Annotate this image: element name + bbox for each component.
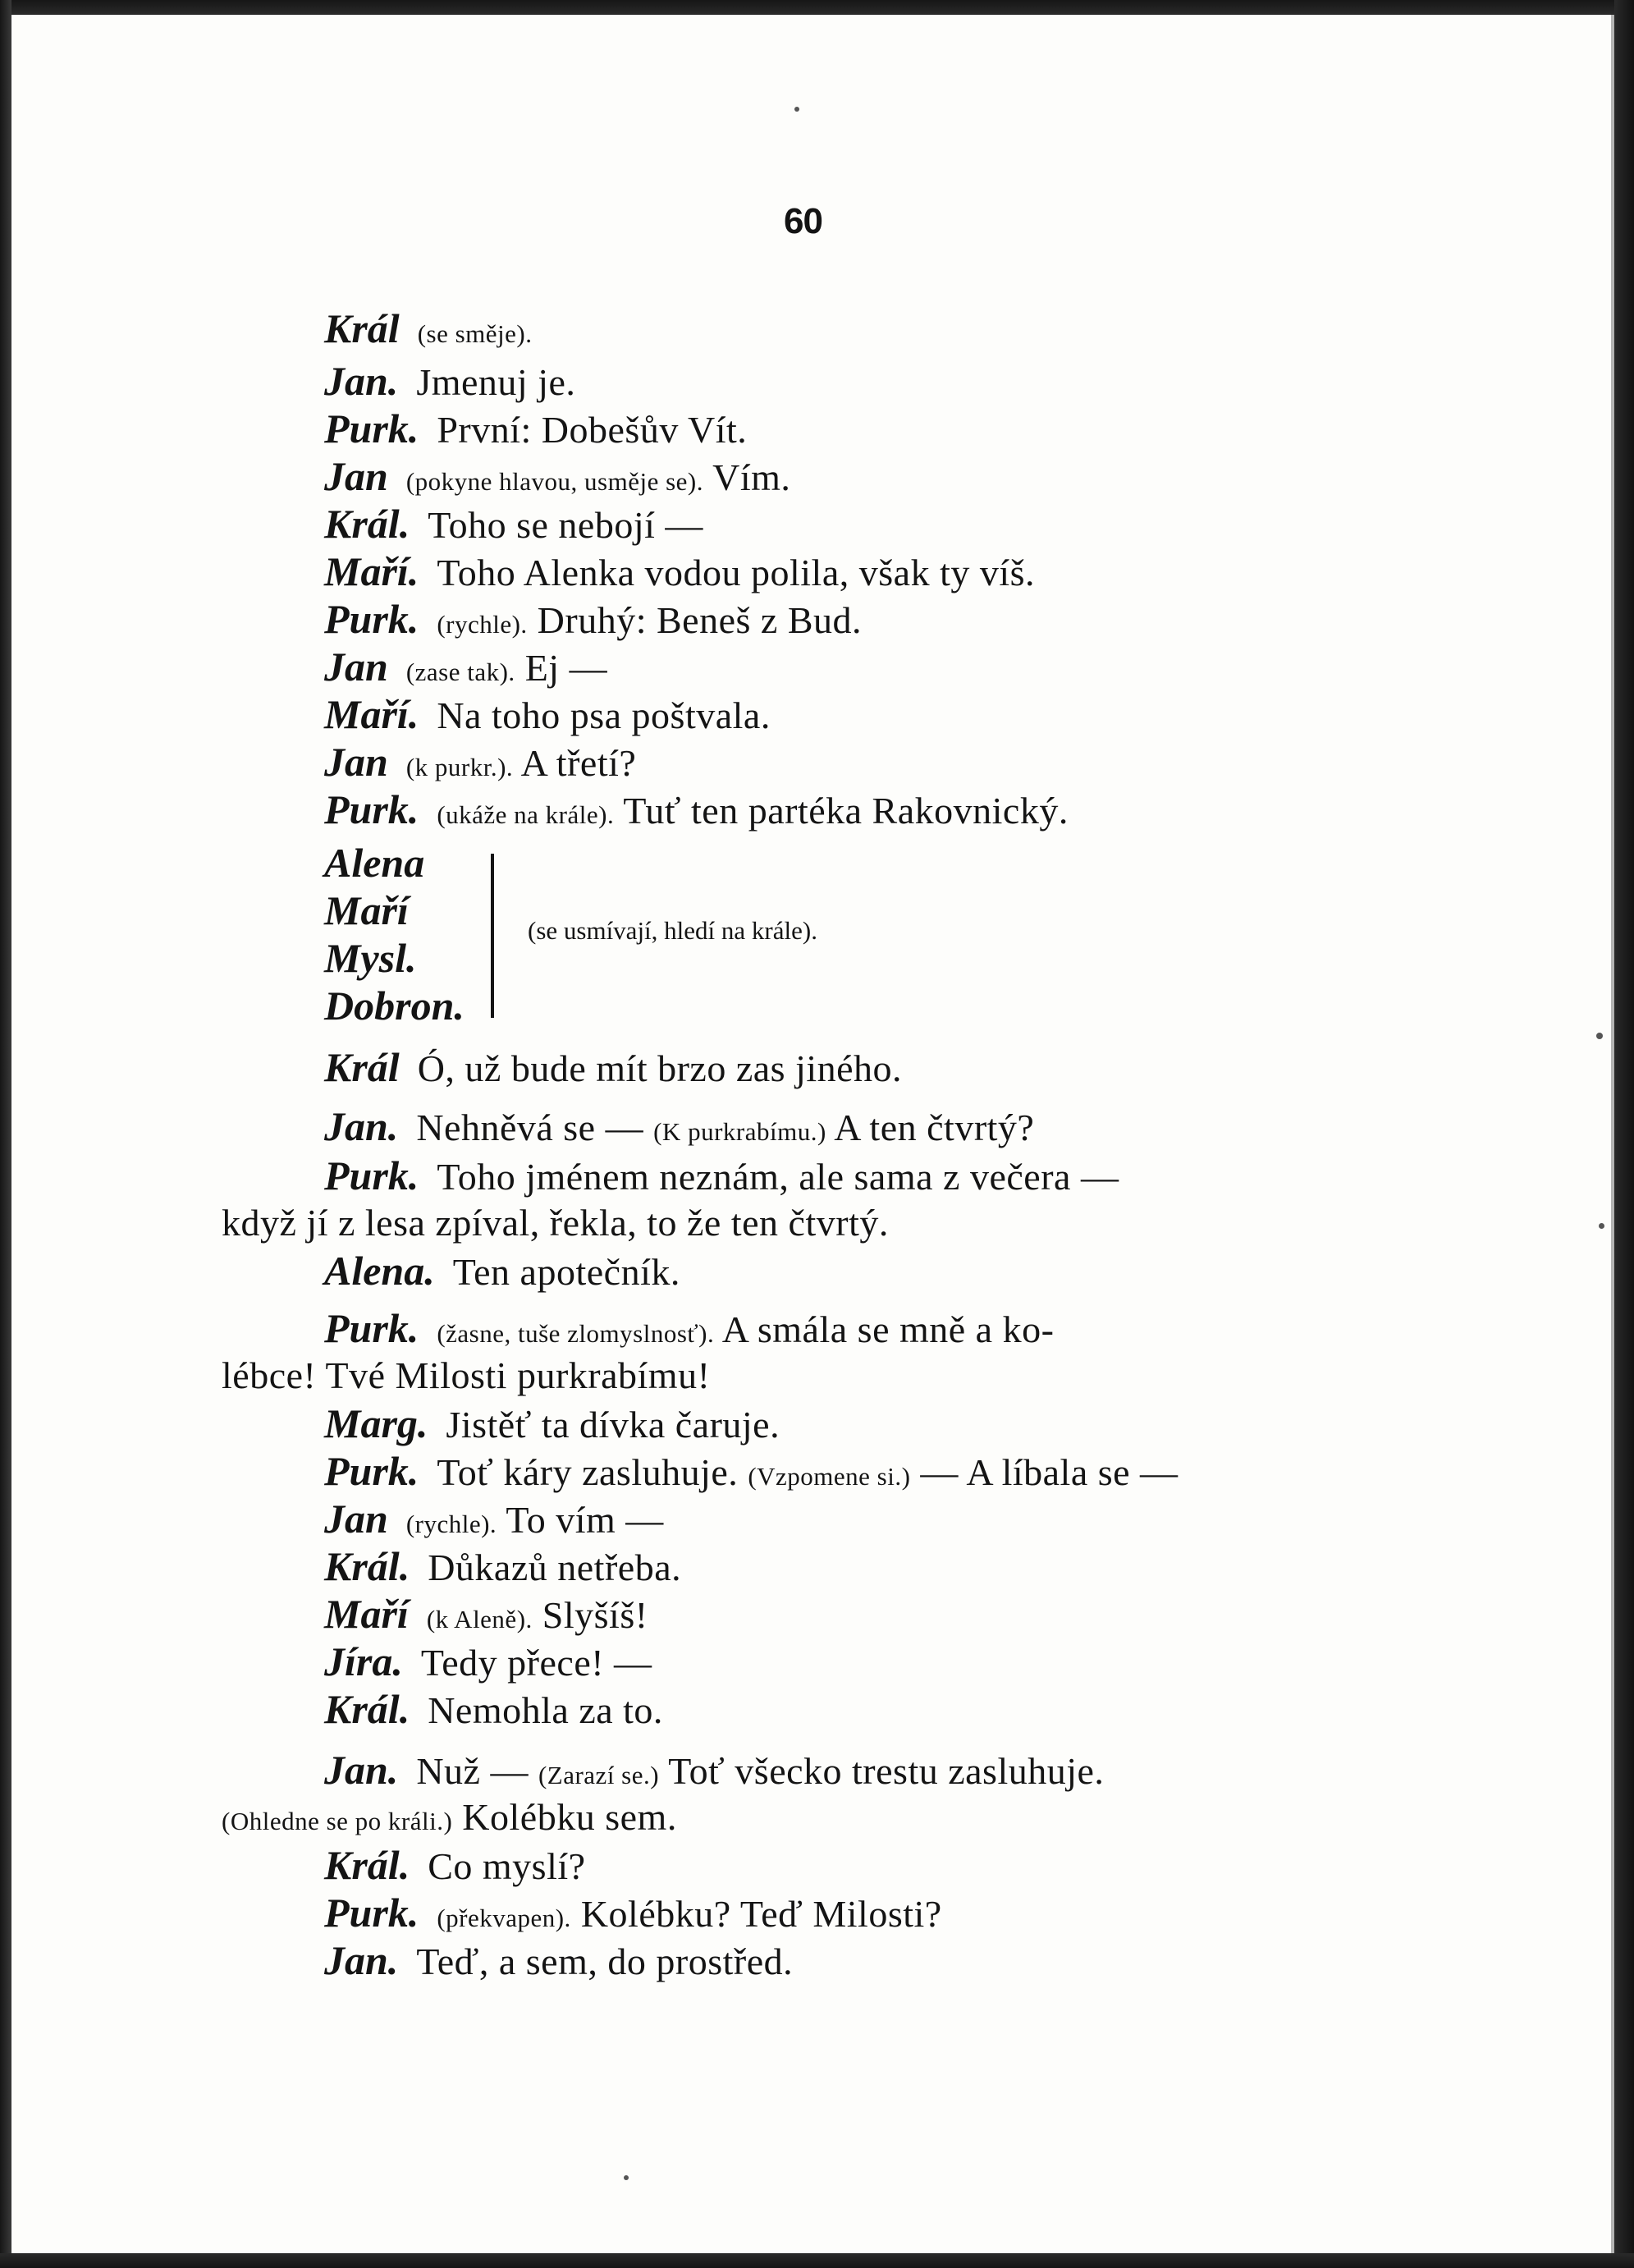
- stage-direction: (Zarazí se.): [538, 1761, 660, 1789]
- stage-direction: (K purkrabímu.): [653, 1117, 826, 1146]
- speaker-name: Purk.: [324, 1305, 419, 1351]
- speaker-name: Jan.: [324, 1747, 399, 1793]
- scan-border-top: [0, 0, 1634, 15]
- dialogue-text: Teď, a sem, do prostřed.: [416, 1940, 794, 1982]
- dialogue-text: Ej —: [524, 647, 608, 689]
- dialogue-text: — A líbala se —: [920, 1451, 1179, 1493]
- scan-speck: [794, 107, 799, 112]
- speaker-name: Král.: [324, 1842, 410, 1888]
- scan-border-bottom: [0, 2253, 1634, 2268]
- dialogue-line: [324, 1890, 942, 1941]
- scan-speck: [624, 2175, 629, 2180]
- speaker-name: Jan.: [324, 1937, 399, 1983]
- stage-direction: (překvapen).: [437, 1904, 571, 1932]
- dialogue-line: [324, 548, 1035, 596]
- dialogue-line: [324, 739, 636, 790]
- scan-border-right-inner: [1611, 15, 1614, 2268]
- speaker-name: Král.: [324, 501, 410, 547]
- speaker-name: Marg.: [324, 1400, 428, 1446]
- dialogue-line: [324, 1543, 681, 1591]
- dialogue-line: [324, 1937, 793, 1985]
- dialogue-text: Důkazů netřeba.: [428, 1546, 682, 1588]
- dialogue-line: [324, 453, 790, 505]
- dialogue-line: [324, 1496, 664, 1547]
- speaker-name: Král: [324, 305, 400, 351]
- dialogue-text: Jmenuj je.: [416, 361, 576, 403]
- dialogue-text: Toť káry zasluhuje.: [437, 1451, 739, 1493]
- speaker-name: Maří: [324, 1591, 409, 1637]
- dialogue-line: [324, 1400, 780, 1448]
- speaker-name: Jan: [324, 1496, 388, 1542]
- dialogue-line: [324, 691, 771, 739]
- dialogue-text: A třetí?: [520, 742, 637, 784]
- stage-direction: (Ohledne se po králi.): [222, 1807, 453, 1835]
- dialogue-line: [324, 405, 747, 453]
- dialogue-text: lébce! Tvé Milosti purkrabímu!: [222, 1354, 711, 1396]
- dialogue-text: Toť všecko trestu zasluhuje.: [668, 1750, 1105, 1792]
- dialogue-text: Ten apotečník.: [452, 1251, 680, 1293]
- dialogue-line: [324, 1305, 1054, 1357]
- dialogue-line: [324, 1448, 1179, 1500]
- curly-brace-icon: [489, 854, 496, 1018]
- stage-direction: (se směje).: [417, 319, 533, 348]
- dialogue-text: Druhý: Beneš z Bud.: [537, 599, 863, 641]
- speaker-name: Purk.: [324, 1890, 419, 1936]
- dialogue-line: [324, 305, 532, 357]
- dialogue-line: [324, 1044, 902, 1092]
- dialogue-text: Kolébku sem.: [462, 1796, 677, 1838]
- stage-direction: (zase tak).: [405, 657, 515, 686]
- speaker-name: Jan: [324, 739, 388, 785]
- scan-border-left: [0, 0, 11, 2268]
- dialogue-line: [324, 1747, 1104, 1798]
- dialogue-line: [324, 1591, 648, 1643]
- group-speaker-name: Dobron.: [324, 983, 465, 1029]
- speaker-name: Maří.: [324, 548, 419, 594]
- dialogue-text: Tuť ten partéka Rakovnický.: [623, 790, 1069, 832]
- dialogue-text: Toho jménem neznám, ale sama z večera —: [437, 1156, 1119, 1198]
- speaker-group: [324, 839, 465, 1029]
- dialogue-line: [324, 1103, 1034, 1155]
- dialogue-text: Kolébku? Teď Milosti?: [580, 1893, 942, 1935]
- dialogue-text: Tedy přece! —: [420, 1642, 652, 1684]
- speaker-name: Purk.: [324, 1448, 419, 1494]
- dialogue-text: Co myslí?: [428, 1845, 586, 1887]
- dialogue-line: [222, 1353, 710, 1399]
- speaker-name: Král.: [324, 1543, 410, 1589]
- group-speaker-name: Maří: [324, 887, 409, 933]
- dialogue-line: [324, 1842, 586, 1890]
- dialogue-line: [324, 644, 607, 695]
- speaker-name: Jan.: [324, 1103, 399, 1149]
- dialogue-text: Na toho psa poštvala.: [437, 694, 771, 736]
- speaker-name: Král: [324, 1044, 400, 1090]
- dialogue-line: [324, 596, 862, 648]
- group-speaker-name: Alena: [324, 840, 425, 886]
- dialogue-line: [324, 786, 1069, 838]
- dialogue-text: A smála se mně a ko-: [721, 1308, 1055, 1350]
- dialogue-text: Slyšíš!: [542, 1594, 648, 1636]
- speaker-name: Purk.: [324, 596, 419, 642]
- dialogue-text: Nehněvá se —: [416, 1107, 644, 1148]
- dialogue-line: [324, 1248, 680, 1295]
- dialogue-text: Nuž —: [416, 1750, 529, 1792]
- speaker-name: Jan.: [324, 358, 399, 404]
- dialogue-text: Toho Alenka vodou polila, však ty víš.: [437, 552, 1036, 593]
- page-number: 60: [784, 201, 822, 241]
- speaker-name: Purk.: [324, 786, 419, 832]
- dialogue-text: To vím —: [506, 1499, 664, 1541]
- speaker-name: Maří.: [324, 691, 419, 737]
- stage-direction: (pokyne hlavou, usměje se).: [405, 467, 703, 496]
- dialogue-text: Ó, už bude mít brzo zas jiného.: [417, 1047, 903, 1089]
- stage-direction: (ukáže na krále).: [437, 800, 615, 829]
- dialogue-text: Jistěť ta dívka čaruje.: [446, 1404, 780, 1446]
- scan-border-right: [1614, 0, 1634, 2268]
- speaker-name: Purk.: [324, 1152, 419, 1198]
- dialogue-text: A ten čtvrtý?: [834, 1107, 1035, 1148]
- scan-speck: [1596, 1033, 1603, 1039]
- dialogue-line: [324, 1638, 652, 1686]
- stage-direction: (k purkr.).: [405, 753, 514, 781]
- stage-direction: (Vzpomene si.): [748, 1462, 911, 1491]
- dialogue-line: [324, 1152, 1119, 1200]
- dialogue-line: [324, 358, 575, 405]
- dialogue-text: Toho se nebojí —: [428, 504, 703, 546]
- dialogue-line: [222, 1200, 889, 1246]
- dialogue-line: [222, 1794, 677, 1844]
- dialogue-text: Vím.: [712, 456, 791, 498]
- stage-direction: (rychle).: [405, 1510, 497, 1538]
- stage-direction: (rychle).: [437, 610, 528, 639]
- dialogue-text: První: Dobešův Vít.: [437, 409, 748, 451]
- speaker-name: Alena.: [324, 1248, 435, 1294]
- speaker-name: Král.: [324, 1686, 410, 1732]
- speaker-name: Jíra.: [324, 1638, 403, 1684]
- stage-direction: (k Aleně).: [426, 1605, 533, 1633]
- speaker-name: Jan: [324, 453, 388, 499]
- dialogue-line: [324, 1686, 663, 1734]
- group-speaker-name: Mysl.: [324, 935, 417, 981]
- dialogue-text: Nemohla za to.: [428, 1689, 663, 1731]
- dialogue-line: [324, 501, 703, 548]
- speaker-name: Jan: [324, 644, 388, 690]
- stage-direction: (žasne, tuše zlomyslnosť).: [437, 1319, 715, 1348]
- group-stage-direction: (se usmívají, hledí na krále).: [528, 916, 817, 945]
- scan-speck: [1599, 1223, 1604, 1229]
- dialogue-text: když jí z lesa zpíval, řekla, to že ten čtvrtý.: [222, 1202, 889, 1244]
- speaker-name: Purk.: [324, 405, 419, 451]
